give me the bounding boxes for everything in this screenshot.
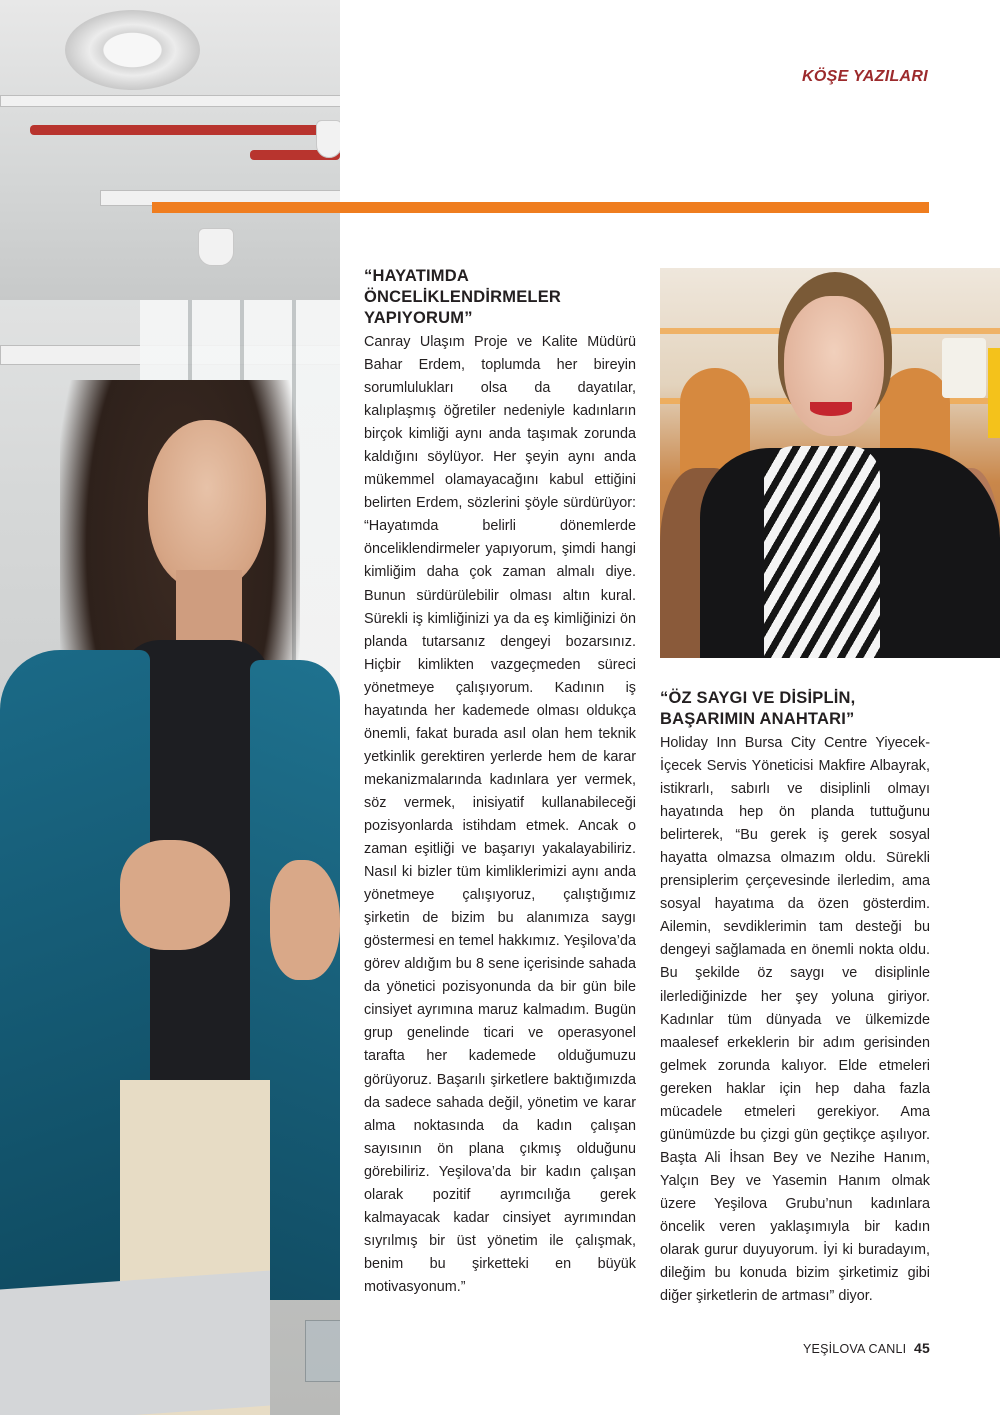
page-number: 45 [914, 1340, 930, 1356]
article-body: Canray Ulaşım Proje ve Kalite Müdürü Bahar Erdem, toplumda her bireyin sorumlulukları olsa da dayatılar, kalıplaşmış öğretiler nedeniyle kadınların birçok kimliği aynı anda taşımak zorunda kaldığını söylüyor. Her şeyin aynı anda mükemmel olamayacağını kabul ettiğini belirten Erdem, sözlerini şöyle sürdürüyor: “Hayatımda belirli dönemlerde önceliklendirmeler yapıyorum, şimdi hangi kimliğim daha çok zaman almalı diye. Bunun sürdürülebilir olması altın kural. Sürekli iş kimliğinizi ya da eş kimliğinizi ön planda tutarsanız dengeyi bozarsınız. Hiçbir kimlikten vazgeçmeden süreci yönetmeye çalışıyorum. Kadının iş hayatında her kademede olması oldukça önemli, fakat burada asıl olan hem teknik yetkinlik gerektiren yerlerde hem de karar mekanizmalarında kadınlara yer vermek, söz vermek, inisiyatif kullanabileceği pozisyonlarda istihdam etmek. Ancak o zaman eşitliği ve başarıyı yakalayabiliriz. Nasıl ki bizler tüm kimliklerimizi aynı anda yönetmeye çalışıyoruz, çalıştığımız şirketin de bizim bu alanımıza saygı göstermesi en temel hakkımız. Yeşilova’da görev aldığım bu 8 sene içerisinde sahada da yönetici pozisyonunda da bir gün bile cinsiyet ayrımına maruz kalmadım. Bugün grup genelinde ticari ve operasyonel tarafta her kademede olduğumuzu görüyoruz. Başarılı şirketlere baktığımızda da sadece sahada değil, yönetim ve karar alma noktasında da kadın çalışan sayısının ön plana çıkmış olduğunu görebiliriz. Yeşilova’da bir kadın çalışan olarak pozitif ayrımcılığa gerek kalmayacak kadar cinsiyet ayrımından sıyrılmış bir üst yönetim ile çalışmak, benim bu şirketteki en büyük motivasyonum.” [364, 334, 636, 1295]
article-heading: “ÖZ SAYGI VE DİSİPLİN, BAŞARIMIN ANAHTARI” [660, 689, 856, 728]
header-divider [152, 202, 929, 213]
woman-portrait-photo [660, 268, 1000, 658]
page-footer [803, 1340, 930, 1356]
article-erdem [364, 266, 636, 1299]
article-albayrak [660, 688, 930, 1308]
article-heading: “HAYATIMDA ÖNCELİKLENDİRMELER YAPIYORUM” [364, 267, 562, 327]
article-body: Holiday Inn Bursa City Centre Yiyecek-İçecek Servis Yöneticisi Makfire Albayrak, istikrarlı, sabırlı ve disiplinli olmayı hayatında hep ön planda tuttuğunu belirterek, “Bu gerek iş gerek sosyal hayatta olmazsa olmazım oldu. Sürekli prensiplerim çerçevesinde ilerledim, ama sosyal hayatıma da özen gösterdim. Ailemin, sevdiklerimin tam desteği bu dengeyi sağlamada en önemli nokta oldu. Bu şekilde öz saygı ve disiplinle ilerlediğinizde her şey yoluna giriyor. Kadınlar tüm dünyada ve ülkemizde maalesef erkeklerin bir adım gerisinden gelmek zorunda kalıyor. Elde etmeleri gereken haklar için hep daha fazla mücadele etmeleri gerekiyor. Ama günümüzde bu çizgi gün geçtikçe aşılıyor. Başta Ali İhsan Bey ve Nezihe Hanım, Yalçın Bey ve Yasemin Hanım olmak üzere Yeşilova Grubu’nun kadınlara öncelik veren yaklaşımıyla bir kadın olarak gurur duyuyorum. İyi ki buradayım, dileğim bu konuda bizim şirketimiz gibi diğer şirketlerin de artması” diyor. [660, 735, 930, 1305]
section-label: KÖŞE YAZILARI [802, 68, 928, 85]
publication-name: YEŞİLOVA CANLI [803, 1342, 907, 1356]
